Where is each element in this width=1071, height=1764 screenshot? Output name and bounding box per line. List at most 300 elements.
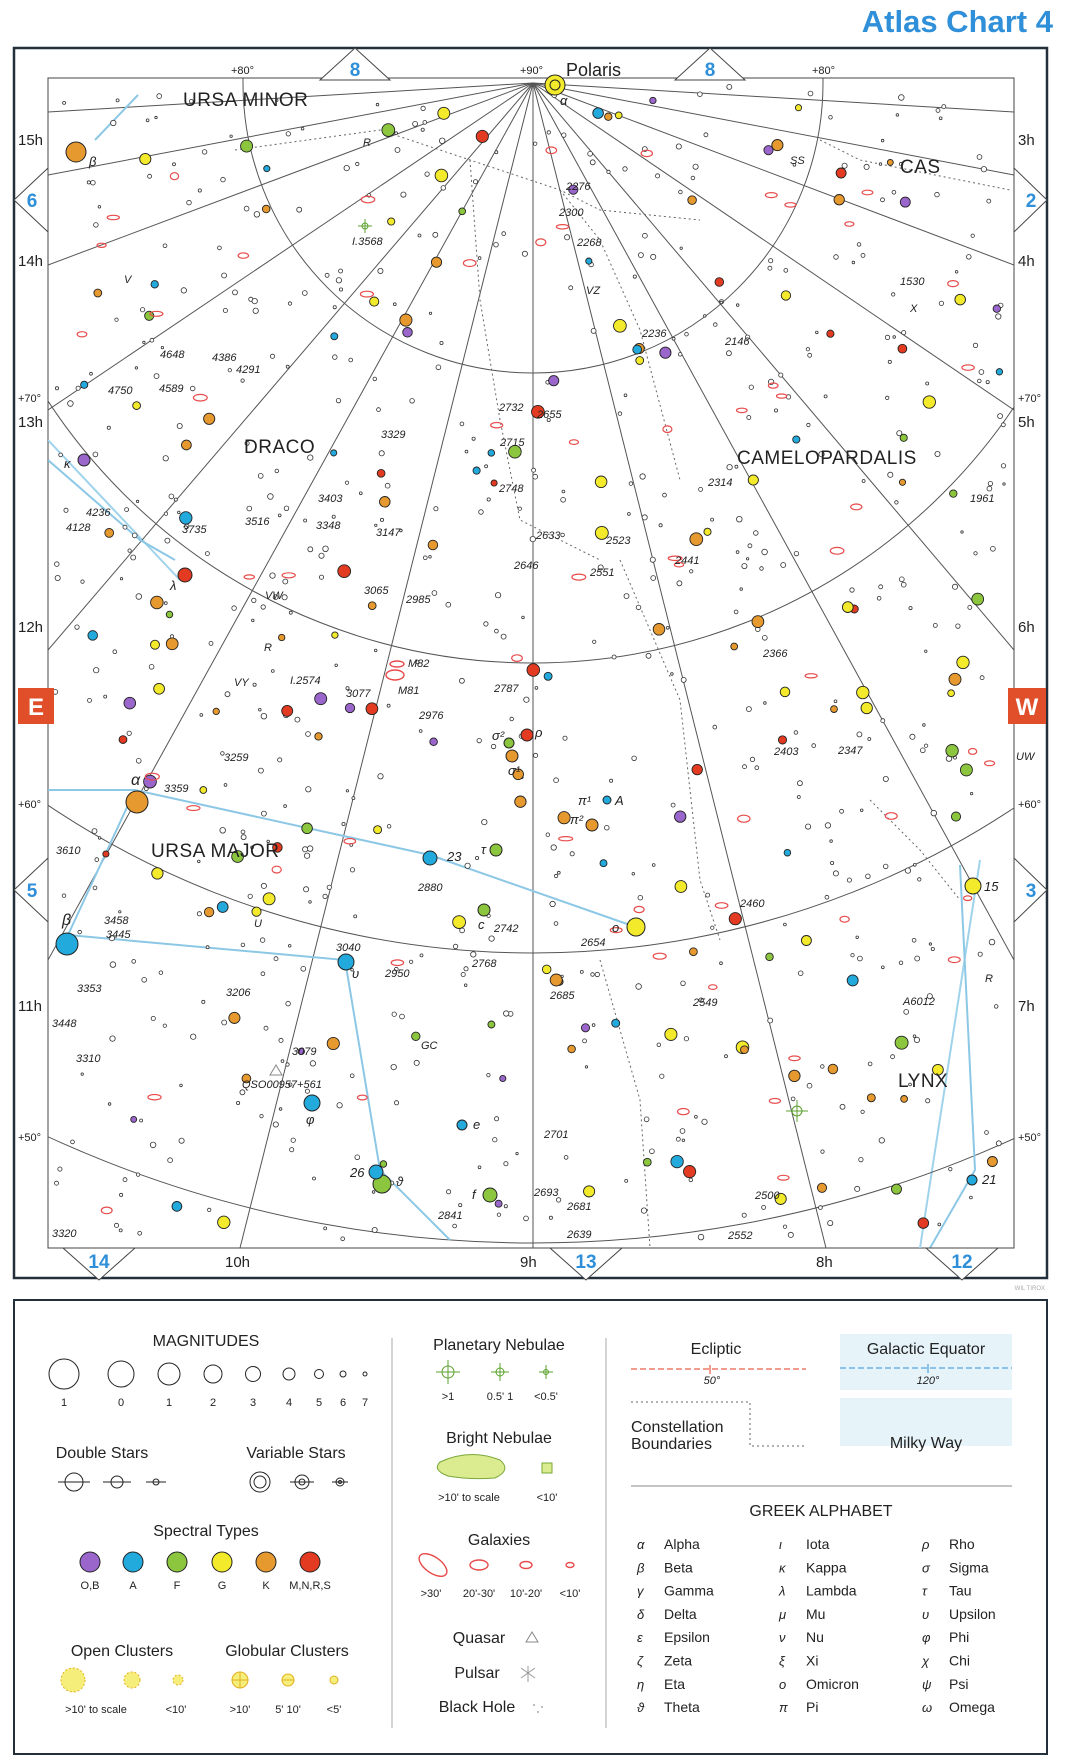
spectral-swatch xyxy=(300,1552,320,1572)
colored-star[interactable] xyxy=(218,1216,230,1228)
colored-star[interactable] xyxy=(252,907,261,916)
faint-star xyxy=(632,756,637,761)
faint-star xyxy=(663,493,667,497)
colored-star[interactable] xyxy=(140,153,151,164)
colored-star[interactable] xyxy=(847,975,858,986)
colored-star[interactable] xyxy=(895,1036,908,1049)
colored-star[interactable] xyxy=(801,936,811,946)
colored-star[interactable] xyxy=(459,208,466,215)
greek-symbol: φ xyxy=(922,1630,931,1646)
colored-star[interactable] xyxy=(213,708,219,714)
lambda-star[interactable] xyxy=(178,568,192,582)
phi-star[interactable] xyxy=(304,1095,320,1111)
object-label: 2523 xyxy=(606,535,631,547)
merak-star[interactable] xyxy=(56,933,78,955)
object-label: 3310 xyxy=(76,1053,101,1065)
colored-star[interactable] xyxy=(263,893,275,905)
faint-star xyxy=(220,828,226,834)
object-label: 2742 xyxy=(494,923,519,935)
colored-star[interactable] xyxy=(605,113,612,120)
colored-star[interactable] xyxy=(900,434,907,441)
sigma1-star[interactable] xyxy=(506,750,518,762)
colored-star[interactable] xyxy=(793,436,800,443)
colored-star[interactable] xyxy=(166,611,173,618)
faint-star xyxy=(433,232,438,237)
faint-star xyxy=(420,954,423,957)
colored-star[interactable] xyxy=(857,686,869,698)
colored-star[interactable] xyxy=(515,796,526,807)
colored-star[interactable] xyxy=(951,812,960,821)
faint-star xyxy=(998,414,1003,419)
faint-star xyxy=(956,624,960,628)
faint-star xyxy=(304,853,309,858)
faint-star xyxy=(562,490,565,493)
colored-star[interactable] xyxy=(217,902,228,913)
colored-star[interactable] xyxy=(151,640,160,649)
colored-star[interactable] xyxy=(748,475,758,485)
colored-star[interactable] xyxy=(133,402,141,410)
colored-star[interactable] xyxy=(370,297,379,306)
colored-star[interactable] xyxy=(204,413,215,424)
colored-star[interactable] xyxy=(901,1096,908,1103)
colored-star[interactable] xyxy=(105,529,114,538)
faint-star xyxy=(55,1181,59,1185)
faint-star xyxy=(563,736,567,740)
faint-star xyxy=(554,778,559,783)
colored-star[interactable] xyxy=(633,345,642,354)
variable-label: U xyxy=(254,918,262,930)
colored-star[interactable] xyxy=(586,258,592,264)
colored-star[interactable] xyxy=(615,112,622,119)
colored-star[interactable] xyxy=(204,907,213,916)
colored-star[interactable] xyxy=(430,738,438,746)
rho-star[interactable] xyxy=(521,729,533,741)
colored-star[interactable] xyxy=(675,811,686,822)
greek-symbol: ν xyxy=(779,1630,786,1646)
colored-star[interactable] xyxy=(400,314,412,326)
colored-star[interactable] xyxy=(229,1012,240,1023)
colored-star[interactable] xyxy=(542,965,551,974)
colored-star[interactable] xyxy=(374,826,382,834)
faint-star xyxy=(270,354,274,358)
colored-star[interactable] xyxy=(568,1045,576,1053)
faint-star xyxy=(677,581,682,586)
kochab-star[interactable] xyxy=(66,142,86,162)
variable-label: R xyxy=(363,137,371,149)
faint-star xyxy=(532,468,536,472)
faint-star xyxy=(698,92,703,97)
colored-star[interactable] xyxy=(892,1184,902,1194)
colored-star[interactable] xyxy=(200,787,207,794)
faint-star xyxy=(91,180,96,185)
faint-star xyxy=(279,1038,283,1042)
constellation-label: URSA MINOR xyxy=(183,90,309,111)
colored-star[interactable] xyxy=(435,169,448,182)
planetary-title: Planetary Nebulae xyxy=(433,1337,565,1354)
colored-star[interactable] xyxy=(987,1157,997,1167)
colored-star[interactable] xyxy=(950,490,957,497)
colored-star[interactable] xyxy=(488,1021,495,1028)
colored-star[interactable] xyxy=(781,291,790,300)
colored-star[interactable] xyxy=(955,294,966,305)
colored-star[interactable] xyxy=(366,703,378,715)
faint-star xyxy=(1001,464,1005,468)
colored-star[interactable] xyxy=(671,1155,683,1167)
faint-star xyxy=(840,1104,845,1109)
faint-star xyxy=(395,148,400,153)
colored-star[interactable] xyxy=(675,881,687,893)
faint-star xyxy=(679,190,683,194)
colored-star[interactable] xyxy=(923,396,935,408)
colored-star[interactable] xyxy=(152,868,163,879)
faint-star xyxy=(852,261,855,264)
star-26[interactable] xyxy=(369,1165,383,1179)
nav-label: 3 xyxy=(1025,881,1037,902)
colored-star[interactable] xyxy=(612,1019,620,1027)
colored-star[interactable] xyxy=(772,140,783,151)
faint-star xyxy=(493,1138,497,1142)
ecliptic-tick-label: 50° xyxy=(703,1375,721,1387)
colored-star[interactable] xyxy=(960,764,972,776)
faint-star xyxy=(92,829,97,834)
colored-star[interactable] xyxy=(382,124,395,137)
colored-star[interactable] xyxy=(172,1202,182,1212)
colored-star[interactable] xyxy=(704,528,711,535)
variable-label: V xyxy=(124,274,132,286)
colored-star[interactable] xyxy=(527,664,540,677)
faint-star xyxy=(177,423,182,428)
object-label: M81 xyxy=(398,685,420,697)
object-label: 2268 xyxy=(577,237,602,249)
colored-star[interactable] xyxy=(119,736,127,744)
colored-star[interactable] xyxy=(778,736,786,744)
colored-star[interactable] xyxy=(473,467,480,474)
faint-star xyxy=(659,524,662,527)
colored-star[interactable] xyxy=(887,159,893,165)
colored-star[interactable] xyxy=(827,330,834,337)
colored-star[interactable] xyxy=(842,602,853,613)
f-star[interactable] xyxy=(483,1188,497,1202)
colored-star[interactable] xyxy=(690,948,698,956)
colored-star[interactable] xyxy=(795,105,801,111)
faint-star xyxy=(1001,423,1005,427)
faint-star xyxy=(734,610,738,614)
faint-star xyxy=(93,452,98,457)
dubhe-star[interactable] xyxy=(126,791,148,813)
ra-label: 3h xyxy=(1018,132,1035,149)
colored-star[interactable] xyxy=(453,916,466,929)
colored-star[interactable] xyxy=(584,1186,595,1197)
magnitude-symbol xyxy=(340,1371,346,1377)
sigma2-star[interactable] xyxy=(504,738,514,748)
faint-star xyxy=(546,833,550,837)
double-stars-title: Double Stars xyxy=(55,1445,149,1462)
colored-star[interactable] xyxy=(957,656,969,668)
faint-star xyxy=(378,774,383,779)
faint-star xyxy=(949,1167,952,1170)
colored-star[interactable] xyxy=(558,812,570,824)
faint-star xyxy=(439,138,445,144)
greek-symbol: υ xyxy=(922,1606,930,1622)
c-star[interactable] xyxy=(478,904,490,916)
colored-star[interactable] xyxy=(380,1161,387,1168)
faint-star xyxy=(247,506,252,511)
colored-star[interactable] xyxy=(731,643,738,650)
colored-star[interactable] xyxy=(900,197,910,207)
faint-star xyxy=(140,308,144,312)
faint-star xyxy=(278,514,281,517)
faint-star xyxy=(985,1131,989,1135)
variable-label: A6012 xyxy=(903,996,935,1008)
pi2-star[interactable] xyxy=(586,819,598,831)
faint-star xyxy=(502,232,506,236)
colored-star[interactable] xyxy=(279,634,285,640)
colored-star[interactable] xyxy=(315,733,322,740)
greek-name: Omega xyxy=(949,1699,995,1716)
spectral-swatch xyxy=(256,1552,276,1572)
faint-star xyxy=(286,132,290,136)
greek-name: Psi xyxy=(949,1675,969,1692)
colored-star[interactable] xyxy=(338,565,351,578)
colored-star[interactable] xyxy=(380,497,391,508)
faint-star xyxy=(856,936,859,939)
colored-star[interactable] xyxy=(684,1166,696,1178)
faint-star xyxy=(90,372,93,375)
tau-star[interactable] xyxy=(490,844,502,856)
colored-star[interactable] xyxy=(665,1028,677,1040)
colored-star[interactable] xyxy=(789,1070,800,1081)
colored-star[interactable] xyxy=(428,540,438,550)
colored-star[interactable] xyxy=(377,469,385,477)
colored-star[interactable] xyxy=(368,602,376,610)
colored-star[interactable] xyxy=(388,218,395,225)
colored-star[interactable] xyxy=(996,369,1002,375)
colored-star[interactable] xyxy=(650,97,656,103)
object-label: 3610 xyxy=(56,845,81,857)
colored-star[interactable] xyxy=(412,1032,420,1040)
faint-star xyxy=(743,765,747,769)
colored-star[interactable] xyxy=(438,107,450,119)
object-label: 4236 xyxy=(86,507,111,519)
colored-star[interactable] xyxy=(549,376,559,386)
colored-star[interactable] xyxy=(581,1024,589,1032)
east-label: E xyxy=(27,694,45,721)
colored-star[interactable] xyxy=(315,693,327,705)
colored-star[interactable] xyxy=(241,140,253,152)
greek-name: Nu xyxy=(806,1629,824,1646)
faint-star xyxy=(522,616,525,619)
a-star[interactable] xyxy=(603,796,611,804)
faint-star xyxy=(138,1231,142,1235)
object-label: 2646 xyxy=(514,560,539,572)
colored-star[interactable] xyxy=(766,953,774,961)
object-label: 2460 xyxy=(740,898,765,910)
colored-star[interactable] xyxy=(899,479,905,485)
open-cluster-size: <10' xyxy=(165,1704,187,1716)
omicron-star[interactable] xyxy=(627,918,645,936)
constellation-label: CAS xyxy=(900,157,941,178)
colored-star[interactable] xyxy=(946,745,958,757)
colored-star[interactable] xyxy=(653,624,665,636)
kappa-star[interactable] xyxy=(78,454,90,466)
faint-star xyxy=(346,790,348,792)
colored-star[interactable] xyxy=(345,703,354,712)
colored-star[interactable] xyxy=(660,347,671,358)
greek-name: Delta xyxy=(664,1605,697,1622)
object-label: 2787 xyxy=(494,683,519,695)
faint-star xyxy=(94,223,99,228)
star-label: π² xyxy=(570,812,584,827)
colored-star[interactable] xyxy=(88,631,98,641)
colored-star[interactable] xyxy=(741,1046,749,1054)
colored-star[interactable] xyxy=(103,851,109,857)
faint-star xyxy=(612,655,616,659)
faint-star xyxy=(489,936,494,941)
faint-star xyxy=(936,108,940,112)
faint-star xyxy=(286,1063,289,1066)
colored-star[interactable] xyxy=(332,632,338,638)
colored-star[interactable] xyxy=(729,913,741,925)
faint-star xyxy=(261,811,266,816)
colored-star[interactable] xyxy=(949,673,961,685)
faint-star xyxy=(354,915,357,918)
faint-star xyxy=(564,1156,568,1160)
star-21[interactable] xyxy=(967,1175,977,1185)
faint-star xyxy=(939,117,942,120)
colored-star[interactable] xyxy=(327,1037,339,1049)
colored-star[interactable] xyxy=(817,1183,826,1192)
object-label: 1530 xyxy=(900,276,925,288)
star-23[interactable] xyxy=(423,851,437,865)
faint-star xyxy=(881,139,884,142)
colored-star[interactable] xyxy=(488,450,495,457)
faint-star xyxy=(806,824,811,829)
colored-star[interactable] xyxy=(331,450,337,456)
colored-star[interactable] xyxy=(834,195,844,205)
colored-star[interactable] xyxy=(600,860,607,867)
e-star[interactable] xyxy=(457,1120,467,1130)
faint-star xyxy=(783,1225,786,1228)
colored-star[interactable] xyxy=(784,849,791,856)
faint-star xyxy=(646,653,651,658)
faint-star xyxy=(652,864,655,867)
colored-star[interactable] xyxy=(972,593,984,605)
colored-star[interactable] xyxy=(593,108,604,119)
colored-star[interactable] xyxy=(550,974,562,986)
variable-label: GC xyxy=(421,1040,438,1052)
faint-star xyxy=(136,1173,139,1176)
object-label: 3040 xyxy=(336,942,361,954)
faint-star xyxy=(279,1108,282,1111)
faint-star xyxy=(387,704,390,707)
colored-star[interactable] xyxy=(131,1116,137,1122)
colored-star[interactable] xyxy=(491,480,497,486)
colored-star[interactable] xyxy=(993,305,1000,312)
faint-star xyxy=(288,302,291,305)
faint-star xyxy=(784,269,788,273)
colored-star[interactable] xyxy=(898,344,907,353)
colored-star[interactable] xyxy=(151,596,164,609)
greek-name: Lambda xyxy=(806,1582,857,1599)
colored-star[interactable] xyxy=(476,130,488,142)
faint-star xyxy=(432,591,437,596)
faint-star xyxy=(116,99,119,102)
faint-star xyxy=(414,1060,419,1065)
faint-star xyxy=(501,634,506,639)
colored-star[interactable] xyxy=(166,638,178,650)
faint-star xyxy=(181,288,186,293)
star-15[interactable] xyxy=(965,878,981,894)
colored-star[interactable] xyxy=(151,281,158,288)
colored-star[interactable] xyxy=(180,512,192,524)
colored-star[interactable] xyxy=(688,196,697,205)
colored-star[interactable] xyxy=(331,333,338,340)
colored-star[interactable] xyxy=(780,687,790,697)
colored-star[interactable] xyxy=(867,1094,875,1102)
colored-star[interactable] xyxy=(403,328,413,338)
colored-star[interactable] xyxy=(302,823,313,834)
colored-star[interactable] xyxy=(182,440,192,450)
colored-star[interactable] xyxy=(836,168,846,178)
colored-star[interactable] xyxy=(595,476,607,488)
faint-star xyxy=(392,1012,396,1016)
colored-star[interactable] xyxy=(94,289,102,297)
colored-star[interactable] xyxy=(500,1075,506,1081)
faint-star xyxy=(979,370,984,375)
faint-star xyxy=(349,358,353,362)
faint-star xyxy=(642,515,647,520)
colored-star[interactable] xyxy=(636,357,644,365)
colored-star[interactable] xyxy=(643,1158,651,1166)
colored-star[interactable] xyxy=(828,1064,838,1074)
colored-star[interactable] xyxy=(264,166,270,172)
colored-star[interactable] xyxy=(831,706,838,713)
star-label: α xyxy=(560,93,568,108)
colored-star[interactable] xyxy=(81,381,88,388)
faint-star xyxy=(987,199,991,203)
colored-star[interactable] xyxy=(431,257,441,267)
colored-star[interactable] xyxy=(918,1218,929,1229)
faint-star xyxy=(149,664,154,669)
object-label: 3079 xyxy=(292,1046,317,1058)
faint-star xyxy=(252,619,255,622)
greek-symbol: κ xyxy=(779,1560,786,1576)
faint-star xyxy=(261,972,265,976)
colored-star[interactable] xyxy=(282,705,293,716)
colored-star[interactable] xyxy=(715,278,724,287)
colored-star[interactable] xyxy=(614,319,627,332)
colored-star[interactable] xyxy=(154,683,165,694)
colored-star[interactable] xyxy=(948,690,955,697)
magnitude-symbol xyxy=(158,1363,180,1385)
colored-star[interactable] xyxy=(544,672,552,680)
colored-star[interactable] xyxy=(495,1200,502,1207)
colored-star[interactable] xyxy=(861,702,872,713)
colored-star[interactable] xyxy=(124,697,136,709)
faint-star xyxy=(393,303,396,306)
colored-star[interactable] xyxy=(752,616,764,628)
faint-star xyxy=(774,409,777,412)
faint-star xyxy=(421,128,424,131)
colored-star[interactable] xyxy=(262,205,270,213)
faint-star xyxy=(755,766,759,770)
colored-star[interactable] xyxy=(690,533,703,546)
colored-star[interactable] xyxy=(692,764,702,774)
faint-star xyxy=(336,398,340,402)
object-label: 2748 xyxy=(499,483,524,495)
open-cluster-size: >10' to scale xyxy=(65,1704,127,1716)
faint-star xyxy=(148,174,152,178)
